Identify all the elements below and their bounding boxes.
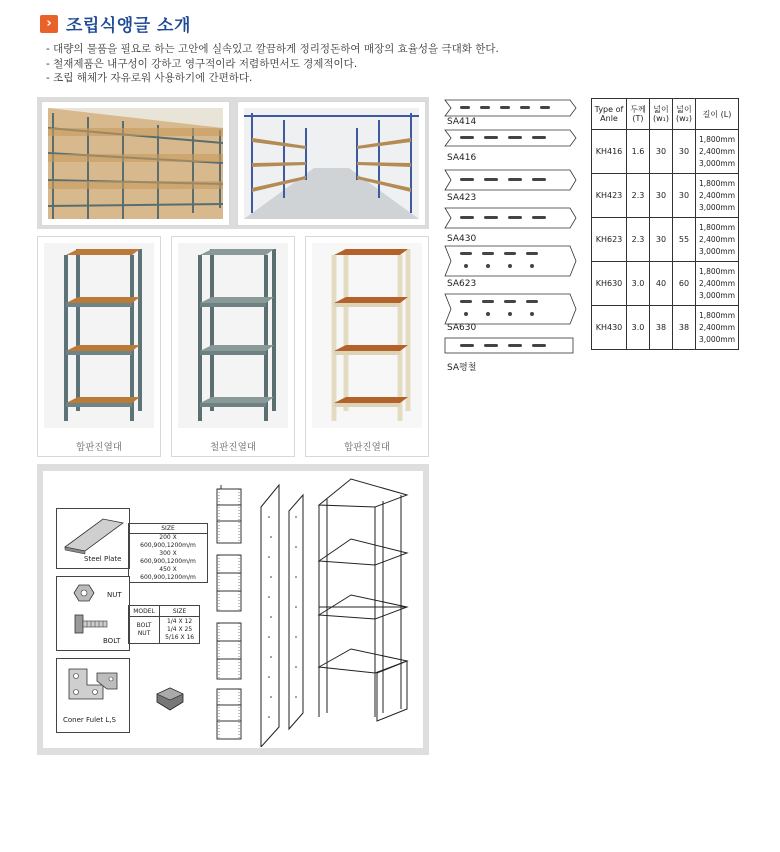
length-cell (696, 262, 739, 306)
mini-shelves-drawing (213, 485, 247, 741)
width2-cell: 30 (673, 130, 696, 174)
nut-label: NUT (107, 591, 122, 599)
length-cell (696, 218, 739, 262)
size-value (160, 617, 200, 644)
page-header (40, 11, 191, 36)
intro-line: - 조립 해체가 자유로워 사용하기에 간편하다. (46, 72, 253, 84)
thickness-cell: 2.3 (627, 174, 650, 218)
length-value: 2,400mm (698, 190, 736, 200)
table-header-row (592, 99, 739, 130)
length-value: 1,800mm (698, 134, 736, 144)
length-value: 1,800mm (698, 310, 736, 320)
thickness-cell: 3.0 (627, 262, 650, 306)
length-value: 3,000mm (698, 290, 736, 300)
nut-bolt-box (56, 576, 130, 651)
intro-line: - 철재제품은 내구성이 강하고 영구적이라 저렴하면서도 경제적이다. (46, 57, 358, 70)
size-line: 1/4 X 25 (166, 626, 193, 633)
product-caption: 합판진열대 (344, 442, 390, 453)
length-cell (696, 306, 739, 350)
warehouse-photo-2 (237, 101, 426, 226)
intro-line: - 대량의 물품을 필요로 하는 고안에 실속있고 깔끔하게 정리정돈하여 매장의 효율성을 극대화 한다. (46, 43, 499, 55)
width2-cell: 60 (673, 262, 696, 306)
parts-diagram-panel (37, 464, 429, 755)
product-card-2 (171, 236, 295, 457)
warehouse-photo-1 (41, 101, 230, 226)
steel-plate-size-table (128, 523, 208, 583)
thickness-cell: 1.6 (627, 130, 650, 174)
intro-text (46, 42, 499, 86)
type-cell: KH423 (592, 174, 627, 218)
size-line: 1/4 X 12 (166, 618, 193, 625)
model-value (129, 617, 160, 644)
column-header: 넓이 (w₁) (650, 99, 673, 130)
product-caption: 철판진열대 (210, 442, 256, 453)
table-row (592, 174, 739, 218)
width1-cell: 38 (650, 306, 673, 350)
size-line: 200 X 600,900,1200m/m (140, 534, 196, 549)
length-value: 1,800mm (698, 222, 736, 232)
length-cell (696, 174, 739, 218)
profile-label: SA630 (447, 323, 477, 333)
type-cell: KH623 (592, 218, 627, 262)
model-header: MODEL (129, 606, 160, 617)
column-header: Type of Anle (592, 99, 627, 130)
profile-label: SA414 (447, 117, 477, 127)
table-row (592, 306, 739, 350)
width1-cell: 30 (650, 174, 673, 218)
chevron-right-icon: › (40, 15, 58, 33)
width2-cell: 55 (673, 218, 696, 262)
length-value: 1,800mm (698, 266, 736, 276)
corner-bracket-icon (155, 686, 185, 712)
corner-fulet-label: Coner Fulet L,S (63, 716, 116, 724)
type-cell: KH630 (592, 262, 627, 306)
width1-cell: 30 (650, 218, 673, 262)
size-value (129, 534, 208, 583)
table-row (592, 262, 739, 306)
corner-fulet-box (56, 658, 130, 733)
size-header: SIZE (160, 606, 200, 617)
length-value: 1,800mm (698, 178, 736, 188)
profile-label: SA623 (447, 279, 477, 289)
size-line: 300 X 600,900,1200m/m (140, 550, 196, 565)
type-cell: KH430 (592, 306, 627, 350)
table-row (592, 218, 739, 262)
length-value: 3,000mm (698, 202, 736, 212)
steel-plate-box (56, 508, 130, 569)
length-value: 2,400mm (698, 234, 736, 244)
length-cell (696, 130, 739, 174)
profile-label: SA416 (447, 153, 477, 163)
size-line: 450 X 600,900,1200m/m (140, 566, 196, 581)
steel-shelf-image (178, 243, 288, 428)
page-title: 조립식앵글 소개 (66, 16, 191, 36)
plywood-shelf-image (44, 243, 154, 428)
model-line: NUT (137, 630, 151, 637)
warehouse-aisle-image (244, 108, 419, 219)
column-header: 길이 (L) (696, 99, 739, 130)
thickness-cell: 3.0 (627, 306, 650, 350)
ivory-plywood-shelf-image (312, 243, 422, 428)
length-value: 3,000mm (698, 334, 736, 344)
width2-cell: 38 (673, 306, 696, 350)
product-card-3 (305, 236, 429, 457)
width1-cell: 40 (650, 262, 673, 306)
profile-label: SA423 (447, 193, 477, 203)
column-header: 두께 (T) (627, 99, 650, 130)
bolt-label: BOLT (103, 637, 121, 645)
assembly-exploded-drawing (257, 477, 417, 747)
product-card-1 (37, 236, 161, 457)
profile-label: SA430 (447, 234, 477, 244)
length-value: 2,400mm (698, 278, 736, 288)
parts-diagram (43, 471, 423, 748)
thickness-cell: 2.3 (627, 218, 650, 262)
warehouse-shelves-image (48, 108, 223, 219)
table-row (592, 130, 739, 174)
length-value: 2,400mm (698, 322, 736, 332)
width1-cell: 30 (650, 130, 673, 174)
column-header: 넓이 (w₂) (673, 99, 696, 130)
type-cell: KH416 (592, 130, 627, 174)
length-value: 3,000mm (698, 246, 736, 256)
steel-plate-label: Steel Plate (84, 555, 122, 563)
size-line: 5/16 X 16 (165, 634, 195, 641)
angle-spec-table (591, 98, 739, 350)
model-line: BOLT (136, 622, 152, 629)
size-header: SIZE (129, 524, 208, 534)
length-value: 2,400mm (698, 146, 736, 156)
profile-label: SA평철 (447, 363, 477, 373)
length-value: 3,000mm (698, 158, 736, 168)
width2-cell: 30 (673, 174, 696, 218)
bolt-size-table (128, 605, 200, 644)
product-caption: 합판진열대 (76, 442, 122, 453)
